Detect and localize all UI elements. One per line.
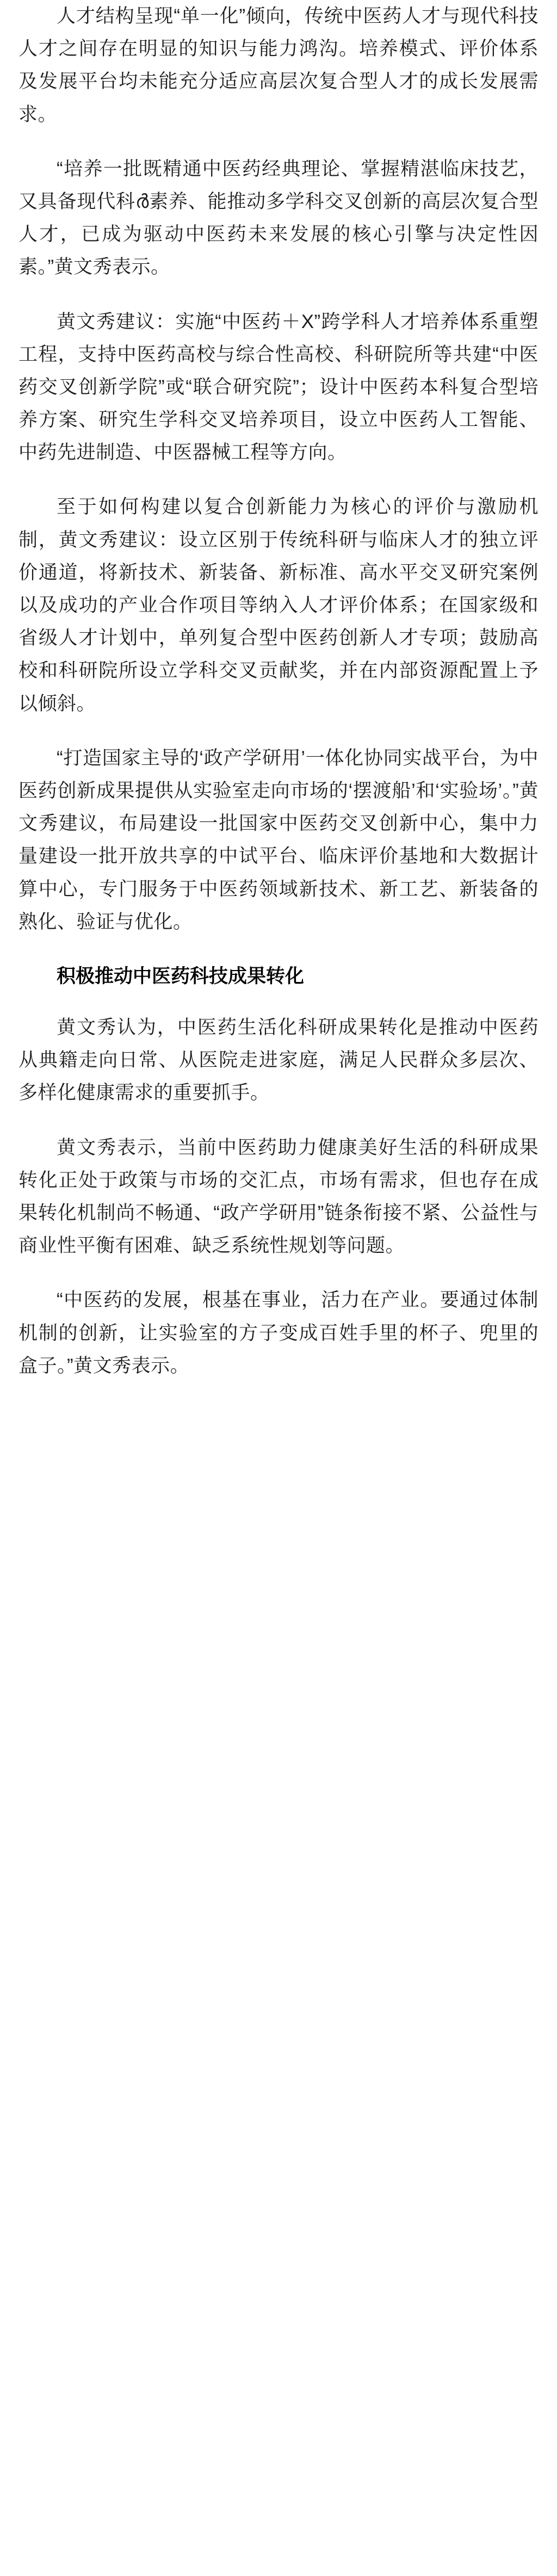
article-paragraph: “中医药的发展，根基在事业，活力在产业。要通过体制机制的创新，让实验室的方子变成百姓手里的杯子、兜里的盒子。”黄文秀表示。 <box>18 1289 539 1376</box>
section-heading: 积极推动中医药科技成果转化 <box>57 965 305 987</box>
article-paragraph: 人才结构呈现“单一化”倾向，传统中医药人才与现代科技人才之间存在明显的知识与能力鸿沟。培养模式、评价体系及发展平台均未能充分适应高层次复合型人才的成长发展需求。 <box>18 5 539 125</box>
article-paragraph: 至于如何构建以复合创新能力为核心的评价与激励机制，黄文秀建议：设立区别于传统科研与临床人才的独立评价通道，将新技术、新装备、新标准、高水平交叉研究案例以及成功的产业合作项目等纳入人才评价体系；在国家级和省级人才计划中，单列复合型中医药创新人才专项；鼓励高校和科研院所设立学科交叉贡献奖，并在内部资源配置上予以倾斜。 <box>18 496 539 714</box>
article-paragraph: “打造国家主导的‘政产学研用’一体化协同实战平台，为中医药创新成果提供从实验室走向市场的‘摆渡船’和‘实验场’。”黄文秀建议，布局建设一批国家中医药交叉创新中心，集中力量建设一批开放共享的中试平台、临床评价基地和大数据计算中心，专门服务于中医药领域新技术、新工艺、新装备的熟化、验证与优化。 <box>18 747 539 932</box>
article-paragraph: “培养一批既精通中医药经典理论、掌握精湛临床技艺，又具备现代科ർ素养、能推动多学科交叉创新的高层次复合型人才，已成为驱动中医药未来发展的核心引擎与决定性因素。”黄文秀表示。 <box>18 158 539 278</box>
article-paragraph: 黄文秀建议：实施“中医药＋X”跨学科人才培养体系重塑工程，支持中医药高校与综合性高校、科研院所等共建“中医药交叉创新学院”或“联合研究院”；设计中医药本科复合型培养方案、研究生学科交叉培养项目，设立中医药人工智能、中药先进制造、中医器械工程等方向。 <box>18 311 539 464</box>
article-paragraph: 黄文秀表示，当前中医药助力健康美好生活的科研成果转化正处于政策与市场的交汇点，市场有需求，但也存在成果转化机制尚不畅通、“政产学研用”链条衔接不紧、公益性与商业性平衡有困难、缺乏系统性规划等问题。 <box>18 1136 539 1257</box>
article-paragraph: 黄文秀认为，中医药生活化科研成果转化是推动中医药从典籍走向日常、从医院走进家庭，满足人民群众多层次、多样化健康需求的重要抓手。 <box>18 1017 539 1104</box>
